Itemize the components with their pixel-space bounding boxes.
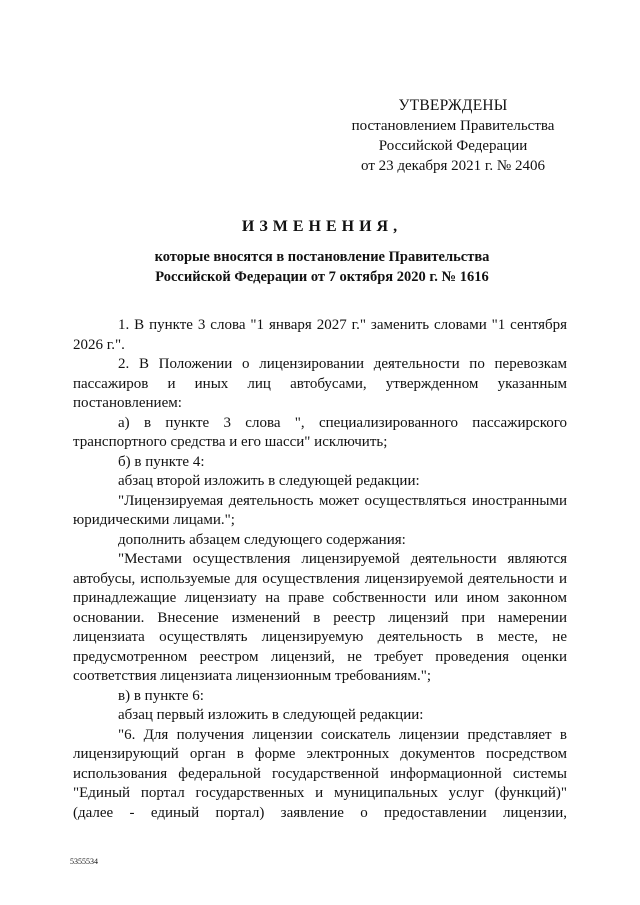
paragraph: 1. В пункте 3 слова "1 января 2027 г." заменить словами "1 сентября 2026 г.". xyxy=(73,317,567,353)
subtitle-line-2: Российской Федерации от 7 октября 2020 г. № 1616 xyxy=(155,269,489,285)
document-body xyxy=(73,316,567,823)
approval-heading: УТВЕРЖДЕНЫ xyxy=(398,97,508,114)
footer-document-code: 5355534 xyxy=(70,857,98,866)
document-title: ИЗМЕНЕНИЯ, xyxy=(241,218,403,235)
paragraph: 2. В Положении о лицензировании деятельности по перевозкам пассажиров и иных лиц автобусами, утвержденном указанным постановлением: xyxy=(73,356,567,411)
paragraph: абзац первый изложить в следующей редакции: xyxy=(118,707,424,723)
approval-line-1: постановлением Правительства xyxy=(351,118,555,134)
paragraph: "6. Для получения лицензии соискатель лицензии представляет в лицензирующий орган в форме электронных документов посредством использования федеральной государственной информационной системы "Единый портал государственных и муниципальных услуг (функций)" (далее - единый портал) заявление о предоставлении лицензии, xyxy=(73,726,567,821)
paragraph: "Местами осуществления лицензируемой деятельности являются автобусы, используемые для осуществления лицензируемой деятельности и принадлежащие лицензиату на праве собственности или ином законном основании. Внесение изменений в реестр лицензий при намерении лицензиата осуществлять лицензируемую деятельность в месте, не предусмотренном реестром лицензий, не требует проведения оценки соответствия лицензиата лицензионным требованиям."; xyxy=(73,551,567,684)
paragraph: а) в пункте 3 слова ", специализированного пассажирского транспортного средства и его шасси" исключить; xyxy=(73,414,567,450)
subtitle-line-1: которые вносятся в постановление Правительства xyxy=(154,249,490,265)
document-subtitle xyxy=(80,247,564,287)
paragraph: в) в пункте 6: xyxy=(118,687,204,704)
approval-line-2: Российской Федерации xyxy=(378,138,528,154)
approval-stamp xyxy=(340,96,566,176)
paragraph: "Лицензируемая деятельность может осуществляться иностранными юридическими лицами."; xyxy=(73,492,567,528)
title-block xyxy=(80,217,564,287)
approval-line-3: от 23 декабря 2021 г. № 2406 xyxy=(361,158,545,174)
paragraph: б) в пункте 4: xyxy=(118,453,205,470)
paragraph: дополнить абзацем следующего содержания: xyxy=(118,531,406,548)
paragraph: абзац второй изложить в следующей редакции: xyxy=(118,473,420,489)
